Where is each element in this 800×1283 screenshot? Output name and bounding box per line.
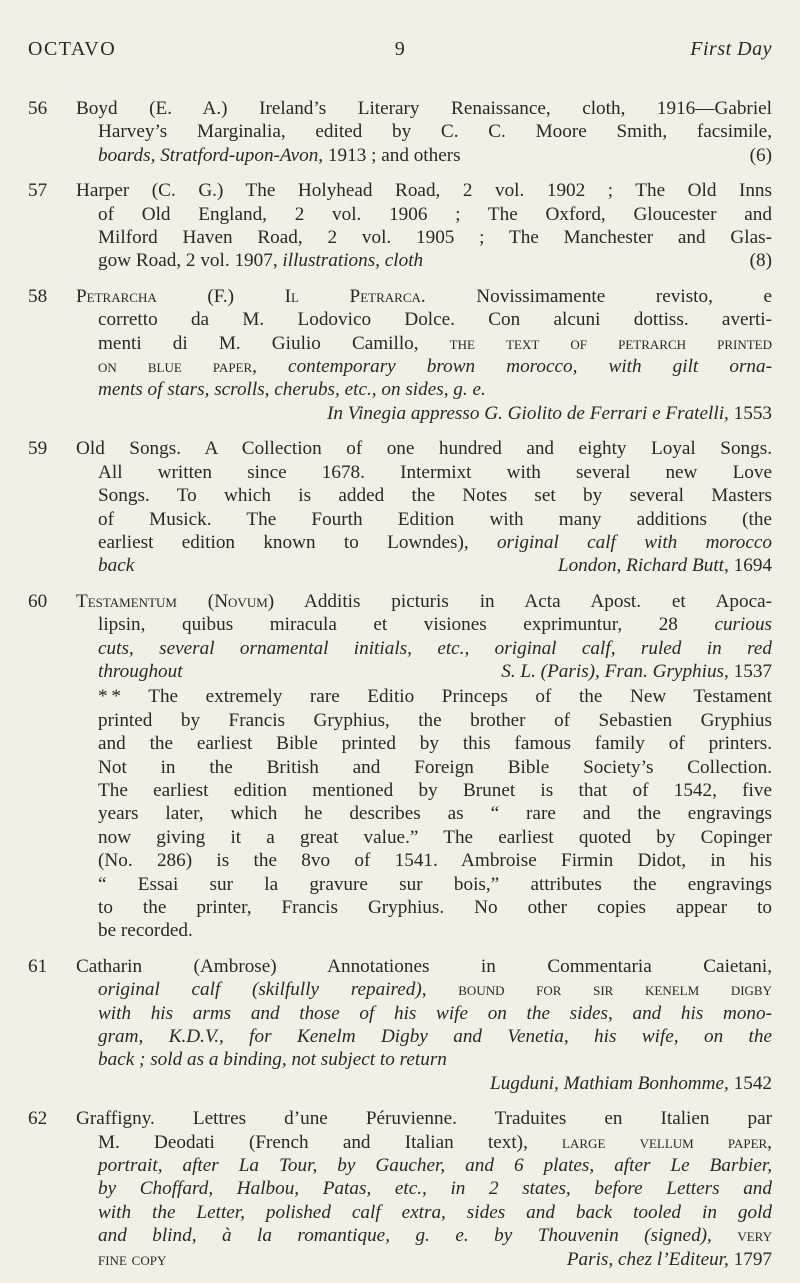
- entry-line: Harvey’s Marginalia, edited by C. C. Moore Smith, facsimile,: [98, 121, 772, 143]
- entry-line: with the Letter, polished calf extra, sides and back tooled in gold: [98, 1201, 772, 1223]
- entry-line: Petrarcha (F.) Il Petrarca. Novissimamente revisto, e: [76, 285, 772, 307]
- lot-entry: [28, 179, 772, 273]
- entry-line: boards, Stratford-upon-Avon, 1913 ; and others (6): [98, 144, 772, 166]
- entry-line: Milford Haven Road, 2 vol. 1905 ; The Manchester and Glas-: [98, 227, 772, 249]
- entry-line: Graffigny. Lettres d’une Péruvienne. Traduites en Italien par: [76, 1108, 772, 1130]
- lot-entry: [28, 1107, 772, 1271]
- lot-entry: [28, 97, 772, 167]
- header-format: OCTAVO: [28, 38, 117, 60]
- entry-line: throughout S. L. (Paris), Fran. Gryphius, 1537: [98, 660, 772, 682]
- entry-line: Harper (C. G.) The Holyhead Road, 2 vol. 1902 ; The Old Inns: [76, 180, 772, 202]
- entry-line: Songs. To which is added the Notes set by several Masters: [98, 485, 772, 507]
- entry-line: Boyd (E. A.) Ireland’s Literary Renaissance, cloth, 1916—Gabriel: [76, 98, 772, 119]
- entry-line: ments of stars, scrolls, cherubs, etc., on sides, g. e.: [98, 379, 486, 401]
- header-day: First Day: [690, 38, 772, 60]
- entry-line: cuts, several ornamental initials, etc., original calf, ruled in red: [98, 637, 772, 659]
- entry-line: original calf (skilfully repaired), bound for sir kenelm digby: [98, 979, 772, 1001]
- lot-entry: [28, 437, 772, 577]
- note-line: The earliest edition mentioned by Brunet is that of 1542, five: [98, 779, 772, 801]
- entry-line: Lugduni, Mathiam Bonhomme, 1542: [490, 1072, 772, 1094]
- entry-line: of Musick. The Fourth Edition with many additions (the: [98, 508, 772, 530]
- entry-note: [76, 685, 772, 942]
- lot-number: 57: [28, 180, 48, 202]
- entry-line: All written since 1678. Intermixt with several new Love: [98, 461, 772, 483]
- entry-line: fine copy Paris, chez l’Editeur, 1797: [98, 1248, 772, 1270]
- entry-line: gram, K.D.V., for Kenelm Digby and Venetia, his wife, on the: [98, 1026, 772, 1048]
- entry-line: lipsin, quibus miracula et visiones exprimuntur, 28 curious: [98, 614, 773, 636]
- entry-line: by Choffard, Halbou, Patas, etc., in 2 states, before Letters and: [98, 1178, 772, 1200]
- entry-line: portrait, after La Tour, by Gaucher, and 6 plates, after Le Barbier,: [98, 1155, 772, 1177]
- entry-line: of Old England, 2 vol. 1906 ; The Oxford, Gloucester and: [98, 203, 772, 225]
- page-header: [28, 38, 772, 68]
- lot-number: 58: [28, 285, 48, 307]
- entry-line: Catharin (Ambrose) Annotationes in Commentaria Caietani,: [76, 955, 772, 977]
- lot-number: 59: [28, 438, 48, 460]
- lot-entry: [28, 590, 772, 943]
- note-line: years later, which he describes as “ rare and the engravings: [98, 803, 772, 825]
- entry-line: earliest edition known to Lowndes), original calf with morocco: [98, 531, 772, 553]
- entry-line: gow Road, 2 vol. 1907, illustrations, cloth (8): [98, 250, 772, 272]
- lot-entry: [28, 955, 772, 1095]
- entry-line: In Vinegia appresso G. Giolito de Ferrari e Fratelli, 1553: [327, 402, 772, 424]
- entry-line: and blind, à la romantique, g. e. by Thouvenin (signed), very: [98, 1225, 773, 1247]
- entry-line: Testamentum (Novum) Additis picturis in Acta Apost. et Apoca-: [76, 590, 772, 612]
- note-line: to the printer, Francis Gryphius. No other copies appear to: [98, 897, 772, 918]
- catalogue-entries: [28, 97, 772, 1283]
- lot-number: 62: [28, 1108, 48, 1130]
- entry-line: corretto da M. Lodovico Dolce. Con alcuni dottiss. averti-: [98, 309, 772, 331]
- lot-number: 60: [28, 590, 48, 612]
- note-line: and the earliest Bible printed by this famous family of printers.: [98, 733, 772, 755]
- note-line: * * The extremely rare Editio Princeps of the New Testament: [98, 686, 772, 708]
- entry-line: menti di M. Giulio Camillo, the text of petrarch printed: [98, 332, 773, 354]
- note-line: (No. 286) is the 8vo of 1541. Ambroise Firmin Didot, in his: [98, 850, 772, 872]
- lot-count: (6): [749, 144, 772, 166]
- lot-number: 56: [28, 98, 48, 119]
- lot-entry: [28, 285, 772, 425]
- note-line: printed by Francis Gryphius, the brother of Sebastien Gryphius: [98, 709, 772, 731]
- lot-count: (8): [749, 250, 772, 272]
- entry-line: back ; sold as a binding, not subject to return: [98, 1049, 447, 1071]
- entry-line: with his arms and those of his wife on the sides, and his mono-: [98, 1002, 772, 1024]
- entry-line: on blue paper, contemporary brown morocco, with gilt orna-: [98, 356, 772, 378]
- entry-line: back London, Richard Butt, 1694: [98, 555, 772, 577]
- note-line: Not in the British and Foreign Bible Society’s Collection.: [98, 756, 772, 778]
- note-line: now giving it a great value.” The earliest quoted by Copinger: [98, 826, 772, 848]
- lot-number: 61: [28, 955, 48, 977]
- entry-line: M. Deodati (French and Italian text), large vellum paper,: [98, 1131, 772, 1153]
- note-line: “ Essai sur la gravure sur bois,” attributes the engravings: [98, 873, 772, 895]
- entry-line: Old Songs. A Collection of one hundred and eighty Loyal Songs.: [76, 438, 772, 460]
- note-line: be recorded.: [98, 920, 193, 942]
- page-number: 9: [394, 38, 406, 60]
